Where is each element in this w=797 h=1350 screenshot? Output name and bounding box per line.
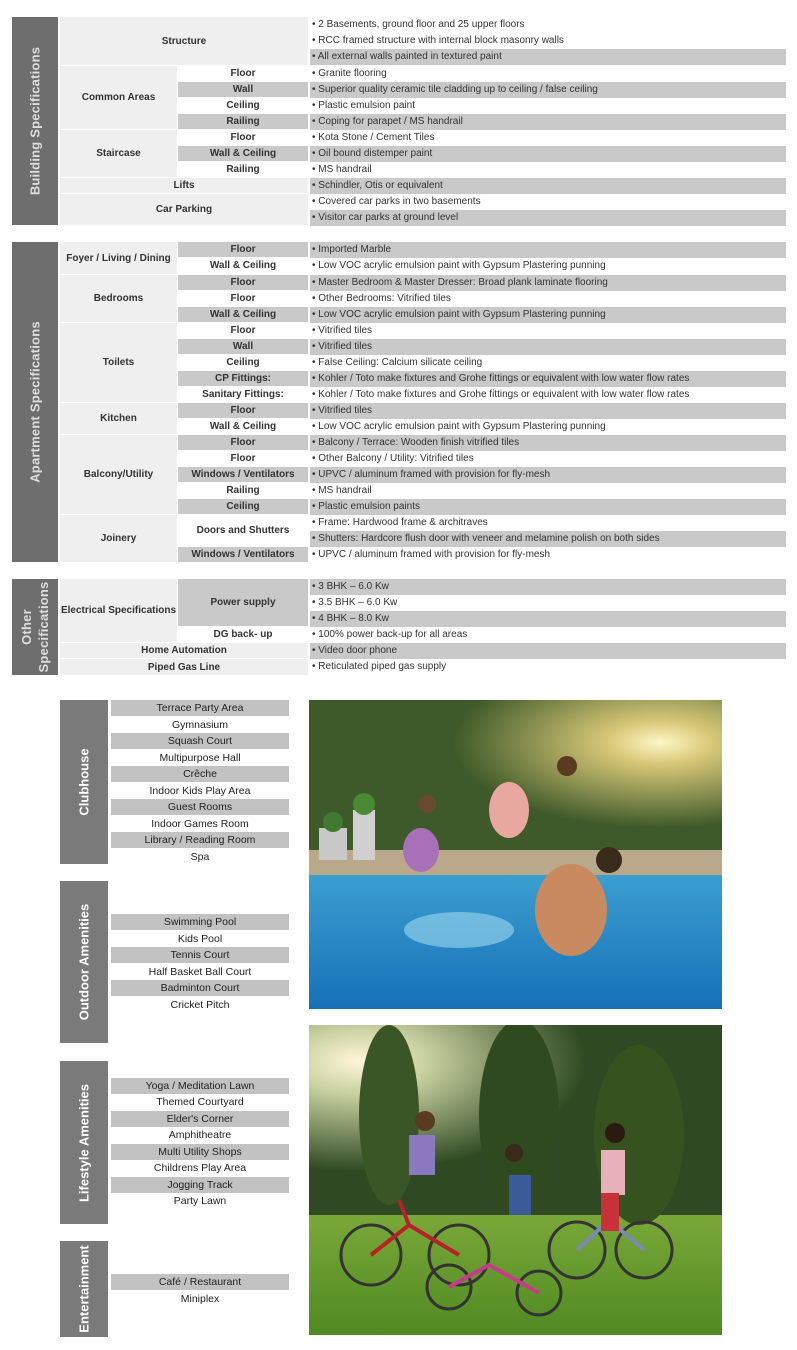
list-item: Yoga / Meditation Lawn	[111, 1078, 289, 1094]
cycling-photo	[309, 1025, 722, 1335]
list-item: Crêche	[111, 766, 289, 782]
lifts-label: Lifts	[60, 178, 308, 193]
balcony-ceiling-label: Ceiling	[178, 499, 308, 514]
piped-gas-label: Piped Gas Line	[60, 659, 308, 675]
staircase-label: Staircase	[60, 130, 177, 177]
other-specifications-table	[12, 579, 786, 675]
toilet-cp-label: CP Fittings:	[178, 371, 308, 386]
foyer-floor-label: Floor	[178, 242, 308, 257]
balcony-label: Balcony/Utility	[60, 435, 177, 514]
balcony-floor2-label: Floor	[178, 451, 308, 466]
list-item: Childrens Play Area	[153, 1162, 247, 1174]
kitchen-wall-value: • Low VOC acrylic emulsion paint with Gypsum Plastering punning	[310, 419, 786, 435]
entertainment-label: Entertainment	[60, 1241, 108, 1337]
foyer-wall-label: Wall & Ceiling	[178, 258, 308, 273]
common-railing-label: Railing	[178, 114, 308, 129]
toilet-ceiling-value: • False Ceiling: Calcium silicate ceiling	[310, 355, 786, 371]
list-item: Library / Reading Room	[111, 832, 289, 848]
balcony-railing-value: • MS handrail	[310, 483, 786, 499]
bed-floor2-label: Floor	[178, 291, 308, 306]
balcony-floor2-value: • Other Balcony / Utility: Vitrified tiles	[310, 451, 786, 467]
clubhouse-list	[60, 700, 289, 864]
pool-scene-image	[309, 700, 722, 1009]
toilet-sanitary-label: Sanitary Fittings:	[178, 387, 308, 402]
list-item: Cricket Pitch	[170, 999, 230, 1011]
stair-railing-value: • MS handrail	[310, 162, 786, 178]
bed-floor2-value: • Other Bedrooms: Vitrified tiles	[310, 291, 786, 307]
bedrooms-label: Bedrooms	[60, 275, 177, 322]
outdoor-amenities-label: Outdoor Amenities	[60, 881, 108, 1043]
stair-wall-value: • Oil bound distemper paint	[310, 146, 786, 162]
common-areas-label: Common Areas	[60, 66, 177, 129]
balcony-floor-label: Floor	[178, 435, 308, 450]
list-item: Café / Restaurant	[111, 1274, 289, 1290]
balcony-railing-label: Railing	[178, 483, 308, 498]
structure-item: • RCC framed structure with internal block masonry walls	[310, 33, 786, 49]
bed-floor-value: • Master Bedroom & Master Dresser: Broad plank laminate flooring	[310, 275, 786, 291]
common-railing-value: • Coping for parapet / MS handrail	[310, 114, 786, 130]
list-item: Half Basket Ball Court	[148, 966, 252, 978]
structure-item: • All external walls painted in textured paint	[310, 49, 786, 65]
common-ceiling-label: Ceiling	[178, 98, 308, 113]
lifts-value: • Schindler, Otis or equivalent	[310, 178, 786, 194]
balcony-floor-value: • Balcony / Terrace: Wooden finish vitrified tiles	[310, 435, 786, 451]
stair-wall-label: Wall & Ceiling	[178, 146, 308, 161]
home-automation-label: Home Automation	[60, 643, 308, 658]
list-item: Kids Pool	[177, 933, 223, 945]
power-item: • 3 BHK – 6.0 Kw	[310, 579, 786, 595]
power-item: • 4 BHK – 8.0 Kw	[310, 611, 786, 627]
foyer-label: Foyer / Living / Dining	[60, 242, 177, 274]
toilet-ceiling-label: Ceiling	[178, 355, 308, 370]
lifestyle-amenities-list	[60, 1061, 289, 1224]
toilet-sanitary-value: • Kohler / Toto make fixtures and Grohe fittings or equivalent with low water flow rates	[310, 387, 786, 403]
doors-item: • Shutters: Hardcore flush door with veneer and melamine polish on both sides	[310, 531, 786, 547]
balcony-ceiling-value: • Plastic emulsion paints	[310, 499, 786, 515]
clubhouse-label: Clubhouse	[60, 700, 108, 864]
structure-label: Structure	[60, 17, 308, 65]
power-supply-label: Power supply	[178, 579, 308, 626]
list-item: Multi Utility Shops	[111, 1144, 289, 1160]
common-wall-value: • Superior quality ceramic tile cladding up to ceiling / false ceiling	[310, 82, 786, 98]
stair-floor-label: Floor	[178, 130, 308, 145]
toilet-wall-value: • Vitrified tiles	[310, 339, 786, 355]
electrical-label: Electrical Specifications	[60, 579, 177, 642]
list-item: Terrace Party Area	[111, 700, 289, 716]
other-specifications-label: Other Specifications	[12, 579, 58, 675]
list-item: Indoor Kids Play Area	[149, 785, 251, 797]
power-item: • 3.5 BHK – 6.0 Kw	[310, 595, 786, 611]
windows-value: • UPVC / aluminum framed with provision for fly-mesh	[310, 547, 786, 563]
apartment-specifications-table	[12, 242, 786, 562]
outdoor-amenities-list	[60, 881, 289, 1043]
list-item: Miniplex	[180, 1293, 220, 1305]
piped-gas-value: • Reticulated piped gas supply	[310, 659, 786, 675]
list-item: Elder's Corner	[111, 1111, 289, 1127]
kitchen-floor-value: • Vitrified tiles	[310, 403, 786, 419]
kitchen-floor-label: Floor	[178, 403, 308, 418]
car-parking-item: • Visitor car parks at ground level	[310, 210, 786, 226]
common-ceiling-value: • Plastic emulsion paint	[310, 98, 786, 114]
balcony-windows-value: • UPVC / aluminum framed with provision for fly-mesh	[310, 467, 786, 483]
bed-floor-label: Floor	[178, 275, 308, 290]
list-item: Party Lawn	[173, 1195, 227, 1207]
lifestyle-amenities-label: Lifestyle Amenities	[60, 1061, 108, 1224]
joinery-label: Joinery	[60, 515, 177, 562]
list-item: Spa	[190, 851, 210, 863]
toilets-label: Toilets	[60, 323, 177, 402]
cycling-scene-image	[309, 1025, 722, 1335]
home-automation-value: • Video door phone	[310, 643, 786, 659]
kitchen-label: Kitchen	[60, 403, 177, 434]
car-parking-label: Car Parking	[60, 194, 308, 225]
list-item: Squash Court	[111, 733, 289, 749]
building-specifications-label: Building Specifications	[12, 17, 58, 225]
list-item: Indoor Games Room	[151, 818, 249, 830]
common-floor-value: • Granite flooring	[310, 66, 786, 82]
toilet-floor-label: Floor	[178, 323, 308, 338]
apartment-specifications-label: Apartment Specifications	[12, 242, 58, 562]
doors-label: Doors and Shutters	[178, 515, 308, 546]
list-item: Guest Rooms	[111, 799, 289, 815]
building-specifications-table	[12, 17, 786, 225]
common-wall-label: Wall	[178, 82, 308, 97]
balcony-windows-label: Windows / Ventilators	[178, 467, 308, 482]
bed-wall-label: Wall & Ceiling	[178, 307, 308, 322]
list-item: Tennis Court	[111, 947, 289, 963]
dg-backup-label: DG back- up	[178, 627, 308, 642]
list-item: Badminton Court	[111, 980, 289, 996]
common-floor-label: Floor	[178, 66, 308, 81]
doors-item: • Frame: Hardwood frame & architraves	[310, 515, 786, 531]
foyer-wall-value: • Low VOC acrylic emulsion paint with Gypsum Plastering punning	[310, 258, 786, 274]
entertainment-list	[60, 1241, 289, 1337]
kitchen-wall-label: Wall & Ceiling	[178, 419, 308, 434]
stair-floor-value: • Kota Stone / Cement Tiles	[310, 130, 786, 146]
list-item: Swimming Pool	[111, 914, 289, 930]
list-item: Themed Courtyard	[156, 1096, 244, 1108]
list-item: Jogging Track	[111, 1177, 289, 1193]
toilet-wall-label: Wall	[178, 339, 308, 354]
structure-item: • 2 Basements, ground floor and 25 upper floors	[310, 17, 786, 33]
windows-label: Windows / Ventilators	[178, 547, 308, 562]
pool-photo	[309, 700, 722, 1009]
bed-wall-value: • Low VOC acrylic emulsion paint with Gypsum Plastering punning	[310, 307, 786, 323]
list-item: Amphitheatre	[168, 1129, 232, 1141]
toilet-floor-value: • Vitrified tiles	[310, 323, 786, 339]
dg-backup-value: • 100% power back-up for all areas	[310, 627, 786, 643]
car-parking-item: • Covered car parks in two basements	[310, 194, 786, 210]
foyer-floor-value: • Imported Marble	[310, 242, 786, 258]
list-item: Gymnasium	[171, 719, 228, 731]
list-item: Multipurpose Hall	[159, 752, 241, 764]
toilet-cp-value: • Kohler / Toto make fixtures and Grohe fittings or equivalent with low water flow rates	[310, 371, 786, 387]
stair-railing-label: Railing	[178, 162, 308, 177]
